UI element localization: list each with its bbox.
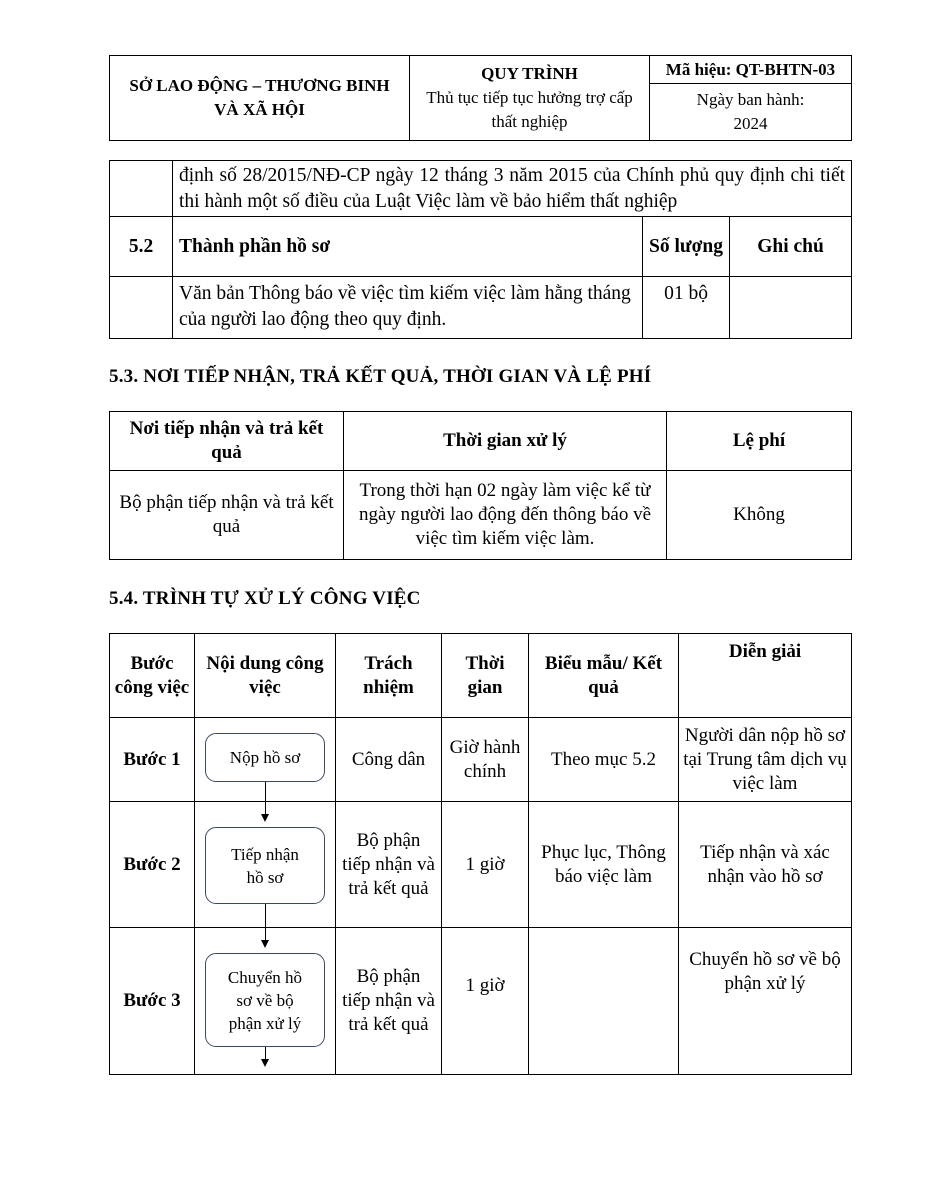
flow-connector: [265, 904, 266, 928]
col-step: Bước công việc: [110, 634, 195, 718]
issue-year: 2024: [733, 114, 768, 133]
empty-cell: [110, 161, 173, 217]
document-note: [730, 277, 852, 339]
empty-cell: [110, 277, 173, 339]
step-time: Giờ hành chính: [442, 718, 529, 802]
processing-time: Trong thời hạn 02 ngày làm việc kể từ ngày người lao động đến thông báo về việc tìm kiếm việc làm.: [344, 471, 667, 560]
legal-basis-continued: định số 28/2015/NĐ-CP ngày 12 tháng 3 năm 2015 của Chính phủ quy định chi tiết thi hành một số điều của Luật Việc làm về bảo hiểm thất nghiệp: [173, 161, 852, 217]
step-time: 1 giờ: [442, 928, 529, 1075]
col-time: Thời gian: [442, 634, 529, 718]
col-receiving-place: Nơi tiếp nhận và trả kết quả: [110, 412, 344, 471]
workflow-row: [110, 802, 852, 928]
arrow-down-icon: [261, 814, 269, 822]
doc-code: Mã hiệu: QT-BHTN-03: [650, 56, 852, 84]
col-content: Nội dung công việc: [195, 634, 336, 718]
section-5-3-heading: 5.3. NƠI TIẾP NHẬN, TRẢ KẾT QUẢ, THỜI GIAN VÀ LỆ PHÍ: [109, 366, 652, 387]
quantity-header: Số lượng: [643, 217, 730, 277]
document-item: Văn bản Thông báo về việc tìm kiếm việc làm hằng tháng của người lao động theo quy định.: [173, 277, 643, 339]
arrow-down-icon: [261, 940, 269, 948]
flow-box-receive: Tiếp nhận hồ sơ: [205, 827, 325, 904]
step-form: [529, 928, 679, 1075]
step-label: Bước 1: [110, 718, 195, 802]
step-time: 1 giờ: [442, 802, 529, 928]
step-responsibility: Bộ phận tiếp nhận và trả kết quả: [336, 802, 442, 928]
section-number: 5.2: [110, 217, 173, 277]
organization-name: [110, 56, 410, 141]
col-processing-time: Thời gian xử lý: [344, 412, 667, 471]
section-5-4-heading: 5.4. TRÌNH TỰ XỬ LÝ CÔNG VIỆC: [109, 588, 421, 609]
doc-type: QUY TRÌNH: [481, 64, 578, 83]
step-label: Bước 2: [110, 802, 195, 928]
col-responsibility: Trách nhiệm: [336, 634, 442, 718]
arrow-down-icon: [261, 1059, 269, 1067]
step-form: Phục lục, Thông báo việc làm: [529, 802, 679, 928]
org-line-1: SỞ LAO ĐỘNG – THƯƠNG BINH: [129, 76, 390, 95]
receiving-place: Bộ phận tiếp nhận và trả kết quả: [110, 471, 344, 560]
flow-cell: [195, 802, 336, 928]
step-label: Bước 3: [110, 928, 195, 1075]
flow-cell: [195, 718, 336, 802]
col-form: Biểu mẫu/ Kết quả: [529, 634, 679, 718]
flow-connector: [265, 782, 266, 802]
issue-date-cell: [650, 84, 852, 141]
step-responsibility: Công dân: [336, 718, 442, 802]
step-explanation: Người dân nộp hồ sơ tại Trung tâm dịch vụ việc làm: [679, 718, 852, 802]
step-responsibility: Bộ phận tiếp nhận và trả kết quả: [336, 928, 442, 1075]
note-header: Ghi chú: [730, 217, 852, 277]
step-explanation: Tiếp nhận và xác nhận vào hồ sơ: [679, 802, 852, 928]
org-line-2: VÀ XÃ HỘI: [214, 100, 305, 119]
step-form: Theo mục 5.2: [529, 718, 679, 802]
document-quantity: 01 bộ: [643, 277, 730, 339]
col-explanation: Diễn giải: [679, 634, 852, 718]
documents-table: [109, 160, 852, 339]
doc-title: Thủ tục tiếp tục hưởng trợ cấp thất nghiệp: [426, 88, 633, 131]
col-fee: Lệ phí: [667, 412, 852, 471]
flow-box-submit: Nộp hồ sơ: [205, 733, 325, 782]
document-header: [109, 55, 852, 141]
workflow-row: [110, 928, 852, 1075]
fee: Không: [667, 471, 852, 560]
step-explanation: Chuyển hồ sơ về bộ phận xử lý: [679, 928, 852, 1075]
flow-box-transfer: Chuyển hồ sơ về bộ phận xử lý: [205, 953, 325, 1047]
issue-label: Ngày ban hành:: [696, 90, 805, 109]
workflow-row: [110, 718, 852, 802]
procedure-title-cell: [410, 56, 650, 141]
receiving-table: [109, 411, 852, 560]
workflow-table: [109, 633, 852, 1075]
section-title: Thành phần hồ sơ: [173, 217, 643, 277]
flow-cell: [195, 928, 336, 1075]
